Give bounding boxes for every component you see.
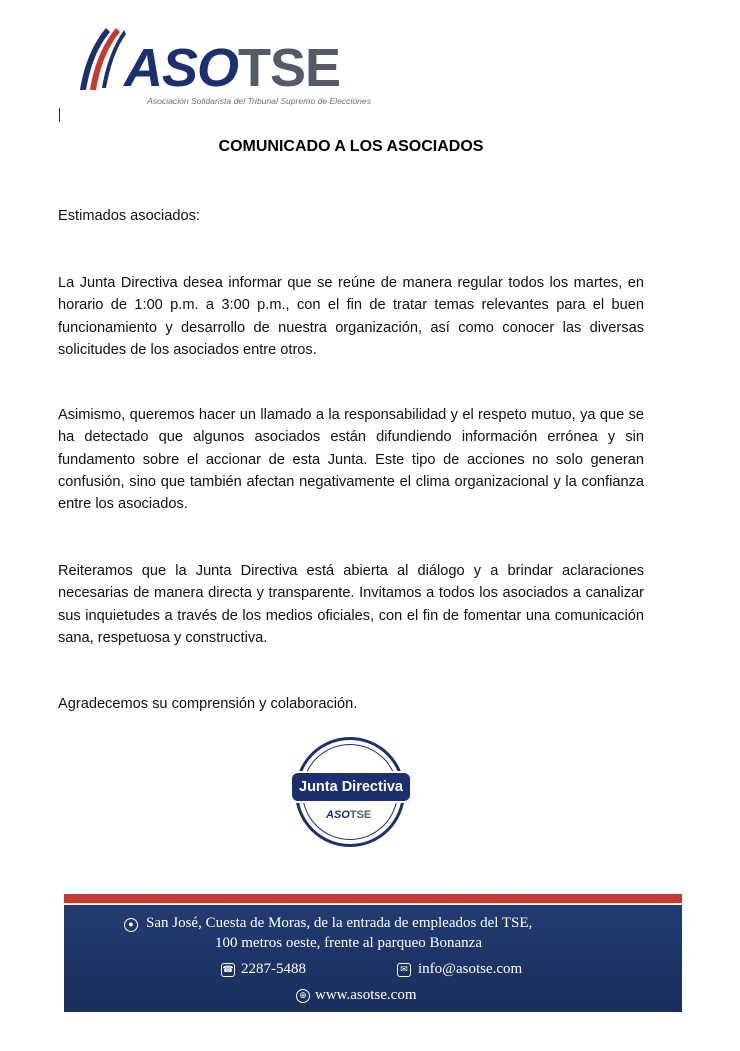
logo-wordmark xyxy=(124,38,340,98)
footer-website[interactable]: www.asotse.com xyxy=(315,987,417,1003)
asotse-logo xyxy=(76,24,376,114)
seal-mini-logo xyxy=(326,809,371,821)
junta-directiva-seal xyxy=(290,737,414,849)
phone-icon: ☎ xyxy=(221,963,235,977)
footer-phone[interactable]: 2287-5488 xyxy=(241,961,306,977)
footer-red-stripe xyxy=(64,894,682,903)
footer-email[interactable]: info@asotse.com xyxy=(418,961,523,977)
seal-label: Junta Directiva xyxy=(290,771,412,803)
location-icon: ● xyxy=(124,918,138,932)
paragraph-responsibility: Asimismo, queremos hacer un llamado a la responsabilidad y el respeto mutuo, ya que se ha detectado que algunos asociados están difundiendo información errónea y sin fundamento sobre el accionar de esta Junta. Este tipo de acciones no solo generan confusión, sino que también afectan negativamente el clima organizacional y la confianza entre los asociados. xyxy=(58,407,644,513)
seal-mini-logo-a: A xyxy=(326,809,334,821)
footer-address-line-2: 100 metros oeste, frente al parqueo Bonanza xyxy=(215,935,482,951)
seal-mini-logo-tse: TSE xyxy=(349,809,372,821)
globe-icon: ⊕ xyxy=(296,989,310,1003)
footer-white-stripe xyxy=(64,903,682,905)
logo-wordmark-so: SO xyxy=(162,38,239,98)
seal-mini-logo-so: SO xyxy=(333,809,350,821)
logo-wordmark-tse: TSE xyxy=(238,38,341,98)
page-title: COMUNICADO A LOS ASOCIADOS xyxy=(218,138,484,155)
email-icon: ✉ xyxy=(397,963,411,977)
paragraph-meeting-schedule: La Junta Directiva desea informar que se reúne de manera regular todos los martes, en horario de 1:00 p.m. a 3:00 p.m., con el fin de tratar temas relevantes para el buen funcionamiento y desarrollo de nuestra organización, así como conocer las diversas solicitudes de los asociados entre otros. xyxy=(58,275,644,358)
logo-wordmark-as: A xyxy=(124,38,162,98)
footer-banner xyxy=(64,894,682,1012)
greeting: Estimados asociados: xyxy=(58,208,200,224)
closing: Agradecemos su comprensión y colaboración. xyxy=(58,696,358,712)
logo-swoosh-icon xyxy=(76,24,126,96)
paragraph-dialogue: Reiteramos que la Junta Directiva está abierta al diálogo y a brindar aclaraciones necesarias de manera directa y transparente. Invitamos a todos los asociados a canalizar sus inquietudes a través de los medios oficiales, con el fin de fomentar una comunicación sana, respetuosa y constructiva. xyxy=(58,563,644,646)
logo-tagline: Asociación Solidarista del Tribunal Supremo de Elecciones xyxy=(147,96,371,106)
footer-address-line-1: San José, Cuesta de Moras, de la entrada de empleados del TSE, xyxy=(146,915,533,931)
text-cursor xyxy=(59,108,60,122)
